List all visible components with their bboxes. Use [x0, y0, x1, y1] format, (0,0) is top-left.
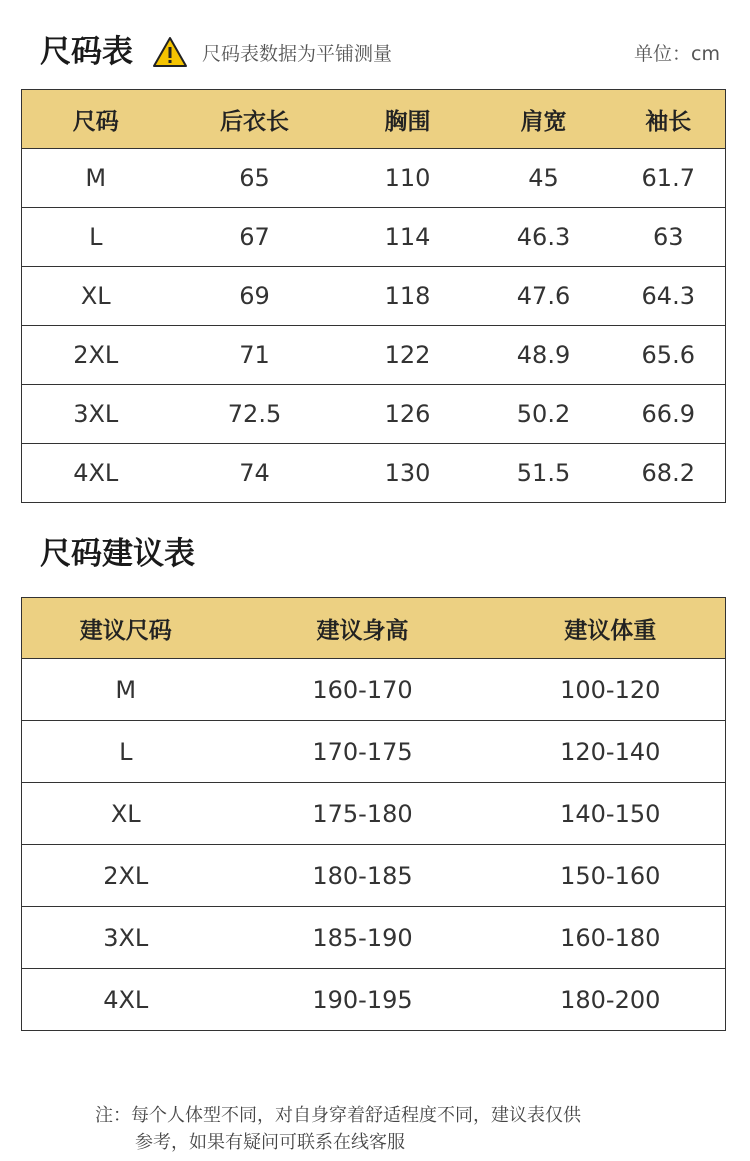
table-cell: 65 — [170, 149, 340, 208]
footnote-line-2: 参考，如果有疑问可联系在线客服 — [135, 1132, 405, 1153]
table-cell: 67 — [170, 208, 340, 267]
table-cell: 46.3 — [476, 208, 612, 267]
table-cell: L — [22, 721, 230, 783]
suggestion-chart-table — [21, 597, 726, 1031]
table-row — [22, 267, 726, 326]
table-cell: 61.7 — [612, 149, 726, 208]
table-cell: 72.5 — [170, 385, 340, 444]
table-cell: 110 — [340, 149, 476, 208]
table-cell: 4XL — [22, 969, 230, 1031]
table-cell: 126 — [340, 385, 476, 444]
column-header: 后衣长 — [170, 90, 340, 149]
table-cell: 74 — [170, 444, 340, 503]
column-header: 肩宽 — [476, 90, 612, 149]
table-cell: 2XL — [22, 326, 170, 385]
table-cell: 170-175 — [230, 721, 496, 783]
column-header: 建议体重 — [496, 598, 726, 659]
column-header: 袖长 — [612, 90, 726, 149]
table-cell: 71 — [170, 326, 340, 385]
size-chart-table — [21, 89, 726, 503]
suggestion-chart-title: 尺码建议表 — [40, 536, 195, 572]
table-header-row — [22, 90, 726, 149]
column-header: 建议身高 — [230, 598, 496, 659]
table-cell: 69 — [170, 267, 340, 326]
table-cell: 122 — [340, 326, 476, 385]
table-row — [22, 721, 726, 783]
table-row — [22, 659, 726, 721]
table-cell: 150-160 — [496, 845, 726, 907]
table-row — [22, 845, 726, 907]
table-row — [22, 208, 726, 267]
table-row — [22, 969, 726, 1031]
table-cell: 180-200 — [496, 969, 726, 1031]
table-cell: 4XL — [22, 444, 170, 503]
table-cell: 140-150 — [496, 783, 726, 845]
column-header: 胸围 — [340, 90, 476, 149]
table-cell: 190-195 — [230, 969, 496, 1031]
size-chart-header — [40, 30, 720, 76]
table-cell: 118 — [340, 267, 476, 326]
table-row — [22, 783, 726, 845]
warning-triangle-icon — [152, 36, 188, 68]
table-cell: 47.6 — [476, 267, 612, 326]
footnote — [95, 1102, 581, 1156]
table-cell: 48.9 — [476, 326, 612, 385]
table-cell: 63 — [612, 208, 726, 267]
table-row — [22, 907, 726, 969]
unit-label: 单位：cm — [634, 43, 720, 65]
table-cell: 160-180 — [496, 907, 726, 969]
measurement-note: 尺码表数据为平铺测量 — [202, 43, 393, 65]
footnote-line-1: 注：每个人体型不同，对自身穿着舒适程度不同，建议表仅供 — [95, 1105, 581, 1126]
table-cell: 3XL — [22, 907, 230, 969]
table-row — [22, 385, 726, 444]
table-cell: 185-190 — [230, 907, 496, 969]
table-cell: 3XL — [22, 385, 170, 444]
table-cell: 50.2 — [476, 385, 612, 444]
table-row — [22, 444, 726, 503]
table-row — [22, 326, 726, 385]
table-cell: 65.6 — [612, 326, 726, 385]
column-header: 尺码 — [22, 90, 170, 149]
table-cell: XL — [22, 783, 230, 845]
table-cell: 51.5 — [476, 444, 612, 503]
table-cell: 66.9 — [612, 385, 726, 444]
table-cell: 180-185 — [230, 845, 496, 907]
table-cell: 120-140 — [496, 721, 726, 783]
table-row — [22, 149, 726, 208]
table-cell: M — [22, 659, 230, 721]
table-cell: XL — [22, 267, 170, 326]
table-cell: 160-170 — [230, 659, 496, 721]
table-cell: M — [22, 149, 170, 208]
table-cell: 114 — [340, 208, 476, 267]
table-cell: 2XL — [22, 845, 230, 907]
table-header-row — [22, 598, 726, 659]
table-cell: 45 — [476, 149, 612, 208]
table-cell: 130 — [340, 444, 476, 503]
size-chart-title: 尺码表 — [40, 34, 133, 70]
table-cell: 68.2 — [612, 444, 726, 503]
table-cell: 64.3 — [612, 267, 726, 326]
table-cell: L — [22, 208, 170, 267]
table-cell: 175-180 — [230, 783, 496, 845]
column-header: 建议尺码 — [22, 598, 230, 659]
table-cell: 100-120 — [496, 659, 726, 721]
